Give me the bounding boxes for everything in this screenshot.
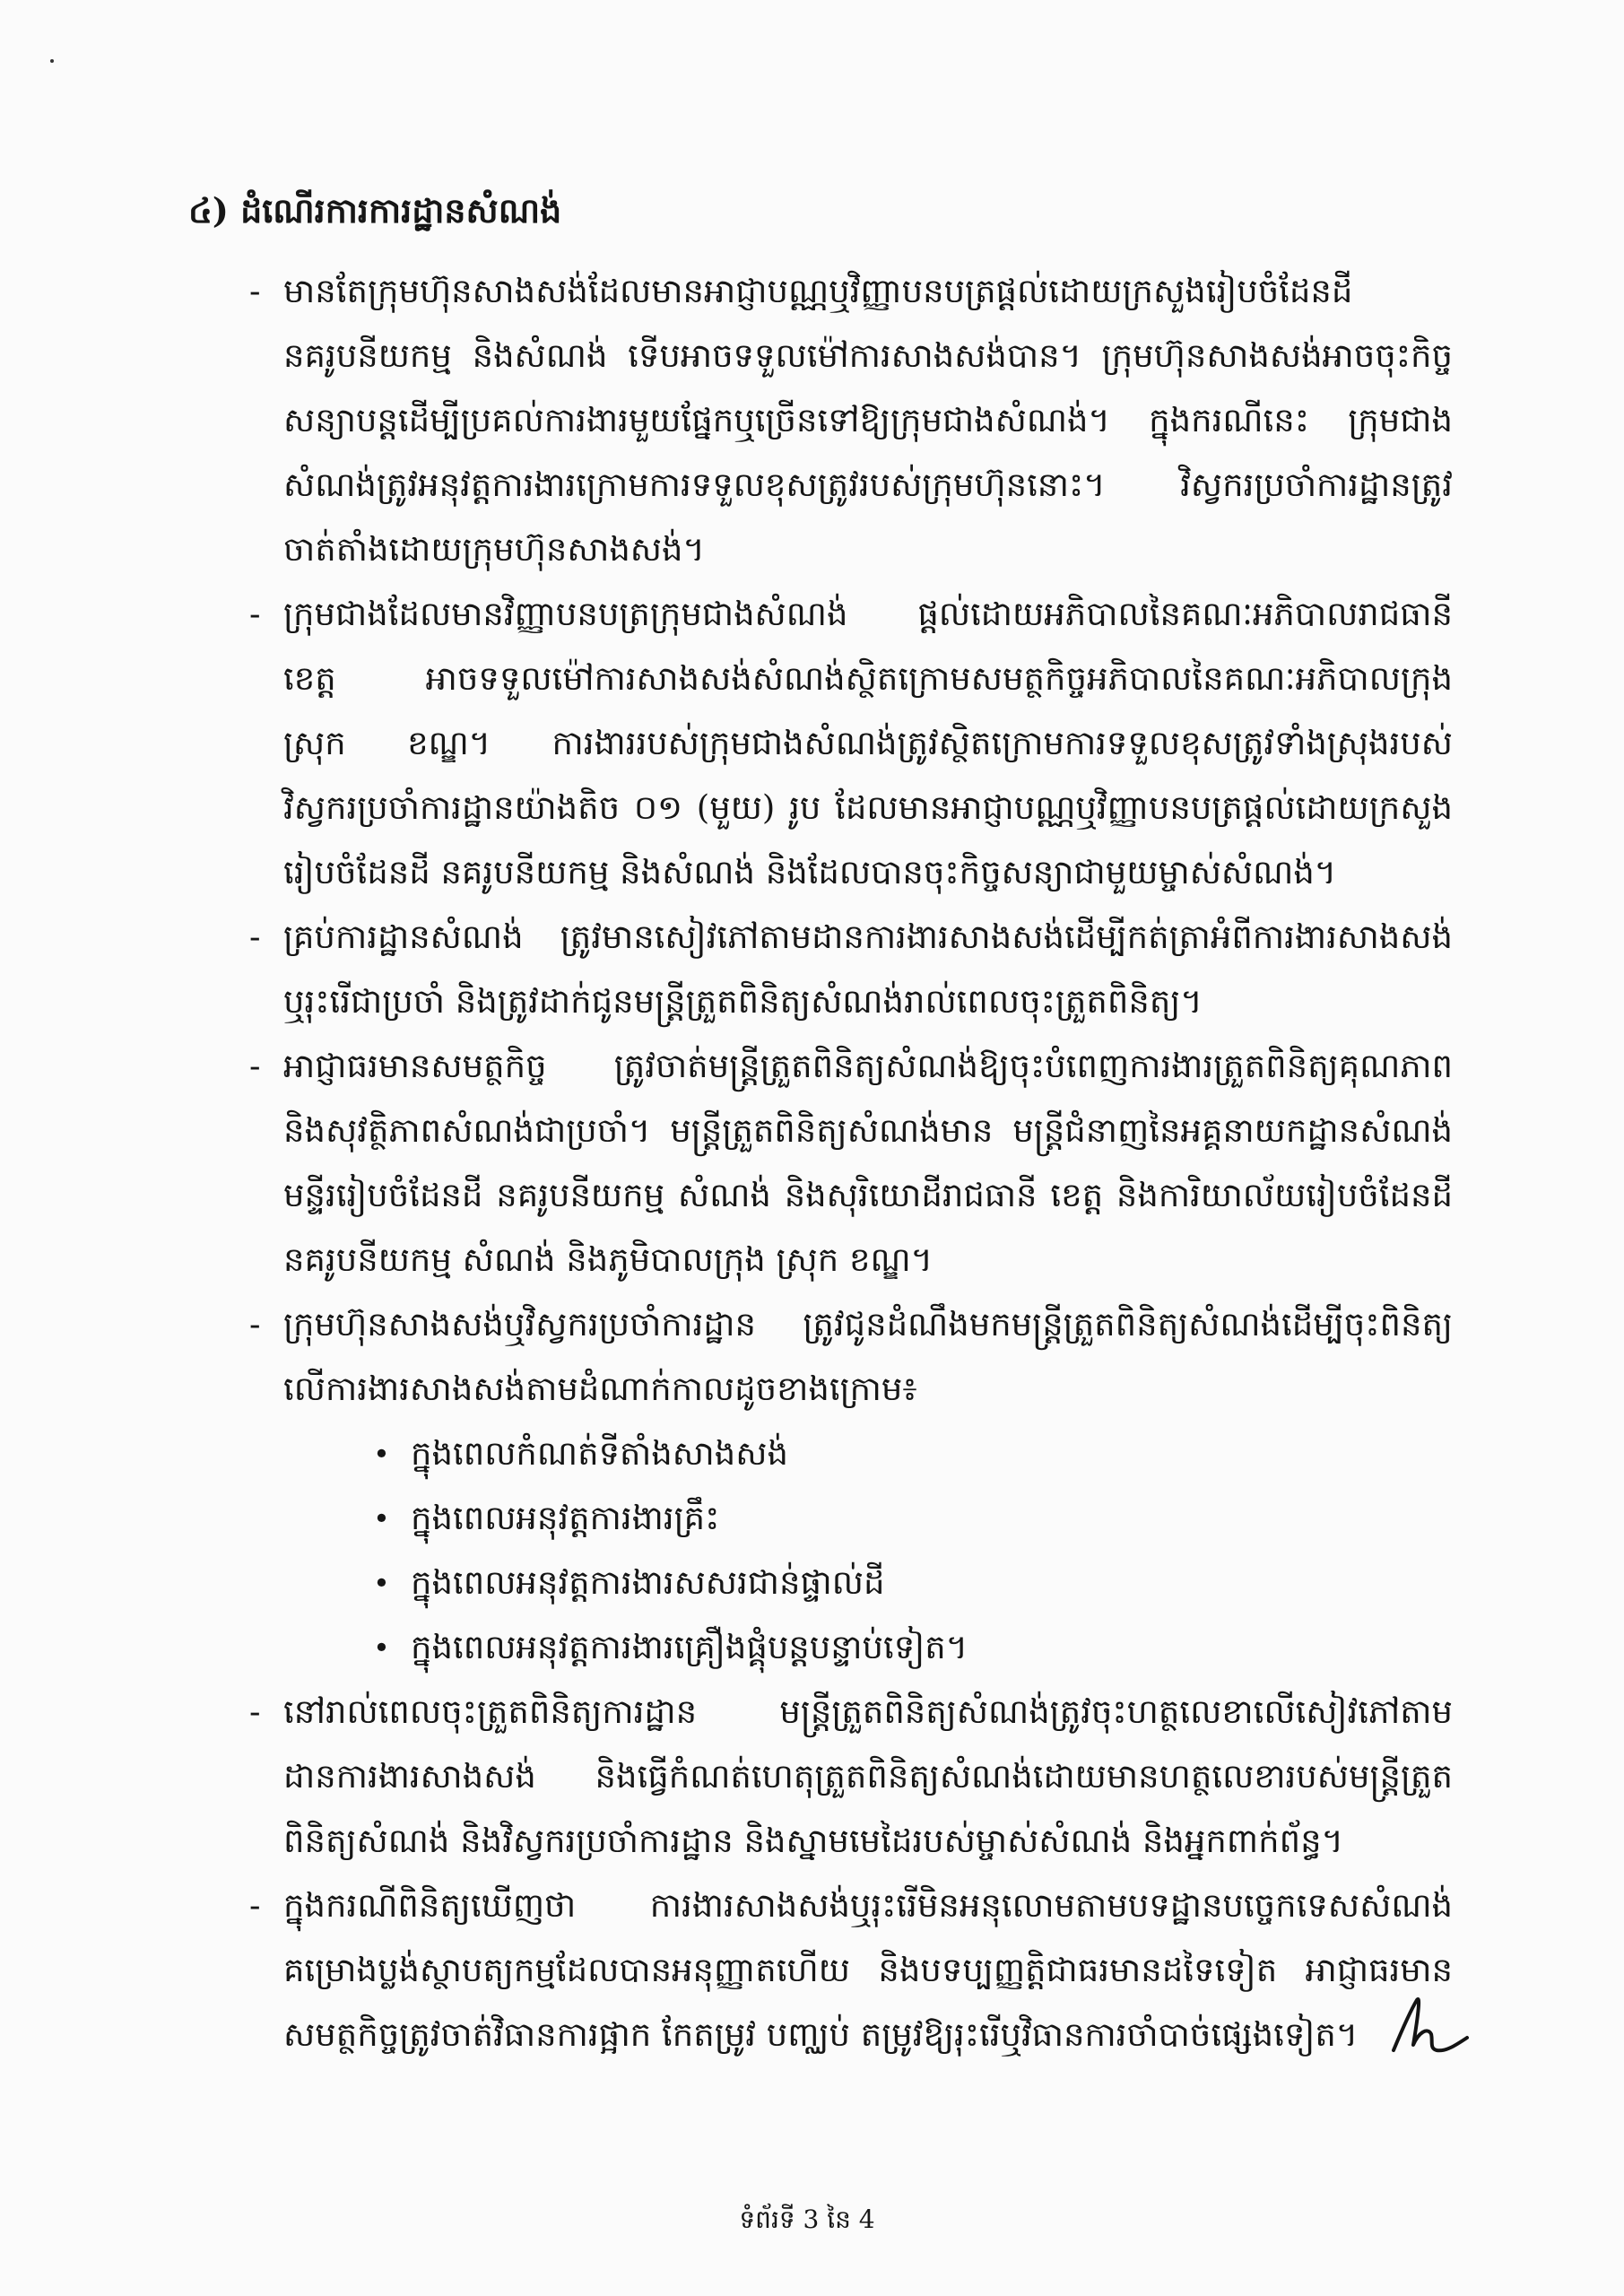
list-item: [249, 1034, 1453, 1292]
sub-list-item: [283, 1422, 1453, 1486]
handwritten-initial-mark: [1386, 1993, 1469, 2065]
dash-marker: -: [249, 595, 261, 633]
text-line: នគរូបនីយកម្ម និងសំណង់ ទើបអាចទទួលម៉ៅការសាងសង់បាន។ ក្រុមហ៊ុនសាងសង់អាចចុះកិច្ច: [283, 336, 1453, 375]
text-line: សន្យាបន្តដើម្បីប្រគល់ការងារមួយផ្នែកឬច្រើនទៅឱ្យក្រុមជាងសំណង់។ ក្នុងករណីនេះ ក្រុមជាង: [283, 401, 1453, 439]
text-line: ក្រុមជាងដែលមានវិញ្ញាបនបត្រក្រុមជាងសំណង់ ផ្តល់ដោយអភិបាលនៃគណៈអភិបាលរាជធានី: [283, 595, 1453, 633]
bullet-dot: •: [373, 1566, 390, 1600]
list-item: [249, 905, 1453, 1034]
text-line: អាជ្ញាធរមានសមត្ថកិច្ច ត្រូវចាត់មន្ត្រីត្រួតពិនិត្យសំណង់ឱ្យចុះបំពេញការងារត្រួតពិនិត្យគុណភាព: [283, 1047, 1453, 1085]
text-line: គ្រប់ការដ្ឋានសំណង់ ត្រូវមានសៀវភៅតាមដានការងារសាងសង់ដើម្បីកត់ត្រាអំពីការងារសាងសង់: [283, 918, 1453, 956]
text-line: វិស្វករប្រចាំការដ្ឋានយ៉ាងតិច ០១ (មួយ) រូប ដែលមានអាជ្ញាបណ្ណឬវិញ្ញាបនបត្រផ្តល់ដោយក្រសួង: [283, 788, 1453, 827]
dash-marker: -: [249, 1692, 261, 1731]
text-line: លើការងារសាងសង់តាមដំណាក់កាលដូចខាងក្រោម៖: [283, 1370, 917, 1408]
text-line: ចាត់តាំងដោយក្រុមហ៊ុនសាងសង់។: [283, 530, 705, 569]
dash-marker: -: [249, 918, 261, 956]
list-item: [249, 1680, 1453, 1874]
text-line: និងសុវត្ថិភាពសំណង់ជាប្រចាំ។ មន្ត្រីត្រួតពិនិត្យសំណង់មាន មន្ត្រីជំនាញនៃអគ្គនាយកដ្ឋានសំណង់: [283, 1111, 1453, 1150]
text-line: សំណង់ត្រូវអនុវត្តការងារក្រោមការទទួលខុសត្រូវរបស់ក្រុមហ៊ុននោះ។ វិស្វករប្រចាំការដ្ឋានត្រូវ: [283, 465, 1453, 504]
text-line: ខេត្ត អាចទទួលម៉ៅការសាងសង់សំណង់ស្ថិតក្រោមសមត្ថកិច្ចអភិបាលនៃគណៈអភិបាលក្រុង: [283, 659, 1453, 698]
text-line: គម្រោងប្លង់ស្ថាបត្យកម្មដែលបានអនុញ្ញាតហើយ និងបទប្បញ្ញត្តិជាធរមានដទៃទៀត អាជ្ញាធរមាន: [283, 1951, 1453, 1989]
text-line: សមត្ថកិច្ចត្រូវចាត់វិធានការផ្អាក កែតម្រូវ បញ្ឈប់ តម្រូវឱ្យរុះរើឬវិធានការចាំបាច់ផ្សេងទៀត។: [283, 2015, 1359, 2054]
dash-marker: -: [249, 1305, 261, 1344]
bullet-dot: •: [373, 1437, 390, 1471]
list-item: [249, 1292, 1453, 1680]
text-line: ក្នុងពេលអនុវត្តការងារគ្រឹះ: [411, 1499, 720, 1537]
section-title: ៤) ដំណើរការការដ្ឋានសំណង់: [188, 190, 562, 230]
bullet-list: [249, 259, 1453, 2067]
list-item: [249, 259, 1453, 582]
text-line: មានតែក្រុមហ៊ុនសាងសង់ដែលមានអាជ្ញាបណ្ណឬវិញ្ញាបនបត្រផ្តល់ដោយក្រសួងរៀបចំដែនដី: [283, 272, 1353, 310]
text-line: ដានការងារសាងសង់ និងធ្វើកំណត់ហេតុត្រួតពិនិត្យសំណង់ដោយមានហត្ថលេខារបស់មន្ត្រីត្រួត: [283, 1757, 1453, 1796]
bullet-dot: •: [373, 1501, 390, 1535]
dash-marker: -: [249, 1047, 261, 1085]
bullet-dot: •: [373, 1631, 390, 1665]
text-line: ស្រុក ខណ្ឌ។ ការងាររបស់ក្រុមជាងសំណង់ត្រូវស្ថិតក្រោមការទទួលខុសត្រូវទាំងស្រុងរបស់: [283, 724, 1453, 762]
text-line: ក្នុងពេលអនុវត្តការងារសសរជាន់ផ្ទាល់ដី: [411, 1563, 885, 1602]
sub-list-item: [283, 1615, 1453, 1680]
list-item: [249, 1874, 1453, 2067]
text-line: ក្នុងពេលកំណត់ទីតាំងសាងសង់: [411, 1434, 788, 1473]
list-item: [249, 582, 1453, 905]
text-line: ក្នុងករណីពិនិត្យឃើញថា ការងារសាងសង់ឬរុះរើមិនអនុលោមតាមបទដ្ឋានបច្ចេកទេសសំណង់: [283, 1886, 1453, 1925]
text-line: ក្រុមហ៊ុនសាងសង់ឬវិស្វករប្រចាំការដ្ឋាន ត្រូវជូនដំណឹងមកមន្ត្រីត្រួតពិនិត្យសំណង់ដើម្បីចុះពិនិត្យ: [283, 1305, 1453, 1344]
dash-marker: -: [249, 272, 261, 310]
text-line: មន្ទីររៀបចំដែនដី នគរូបនីយកម្ម សំណង់ និងសុរិយោដីរាជធានី ខេត្ត និងការិយាល័យរៀបចំដែនដី: [283, 1176, 1453, 1214]
scan-speck: [50, 59, 54, 63]
text-line: ឬរុះរើជាប្រចាំ និងត្រូវដាក់ជូនមន្ត្រីត្រួតពិនិត្យសំណង់រាល់ពេលចុះត្រួតពិនិត្យ។: [283, 982, 1203, 1021]
text-line: ពិនិត្យសំណង់ និងវិស្វករប្រចាំការដ្ឋាន និងស្នាមមេដៃរបស់ម្ចាស់សំណង់ និងអ្នកពាក់ព័ន្ធ។: [283, 1822, 1343, 1860]
page-number-footer: ទំព័រទី 3 នៃ 4: [739, 2205, 875, 2234]
text-line: ក្នុងពេលអនុវត្តការងារគ្រឿងផ្គុំបន្តបន្ទាប់ទៀត។: [411, 1628, 968, 1666]
sub-list-item: [283, 1551, 1453, 1615]
text-line: នគរូបនីយកម្ម សំណង់ និងភូមិបាលក្រុង ស្រុក ខណ្ឌ។: [283, 1240, 933, 1279]
dash-marker: -: [249, 1886, 261, 1925]
text-line: នៅរាល់ពេលចុះត្រួតពិនិត្យការដ្ឋាន មន្ត្រីត្រួតពិនិត្យសំណង់ត្រូវចុះហត្ថលេខាលើសៀវភៅតាម: [283, 1692, 1453, 1731]
sub-list-item: [283, 1486, 1453, 1551]
text-line: រៀបចំដែនដី នគរូបនីយកម្ម និងសំណង់ និងដែលបានចុះកិច្ចសន្យាជាមួយម្ចាស់សំណង់។: [283, 853, 1337, 891]
